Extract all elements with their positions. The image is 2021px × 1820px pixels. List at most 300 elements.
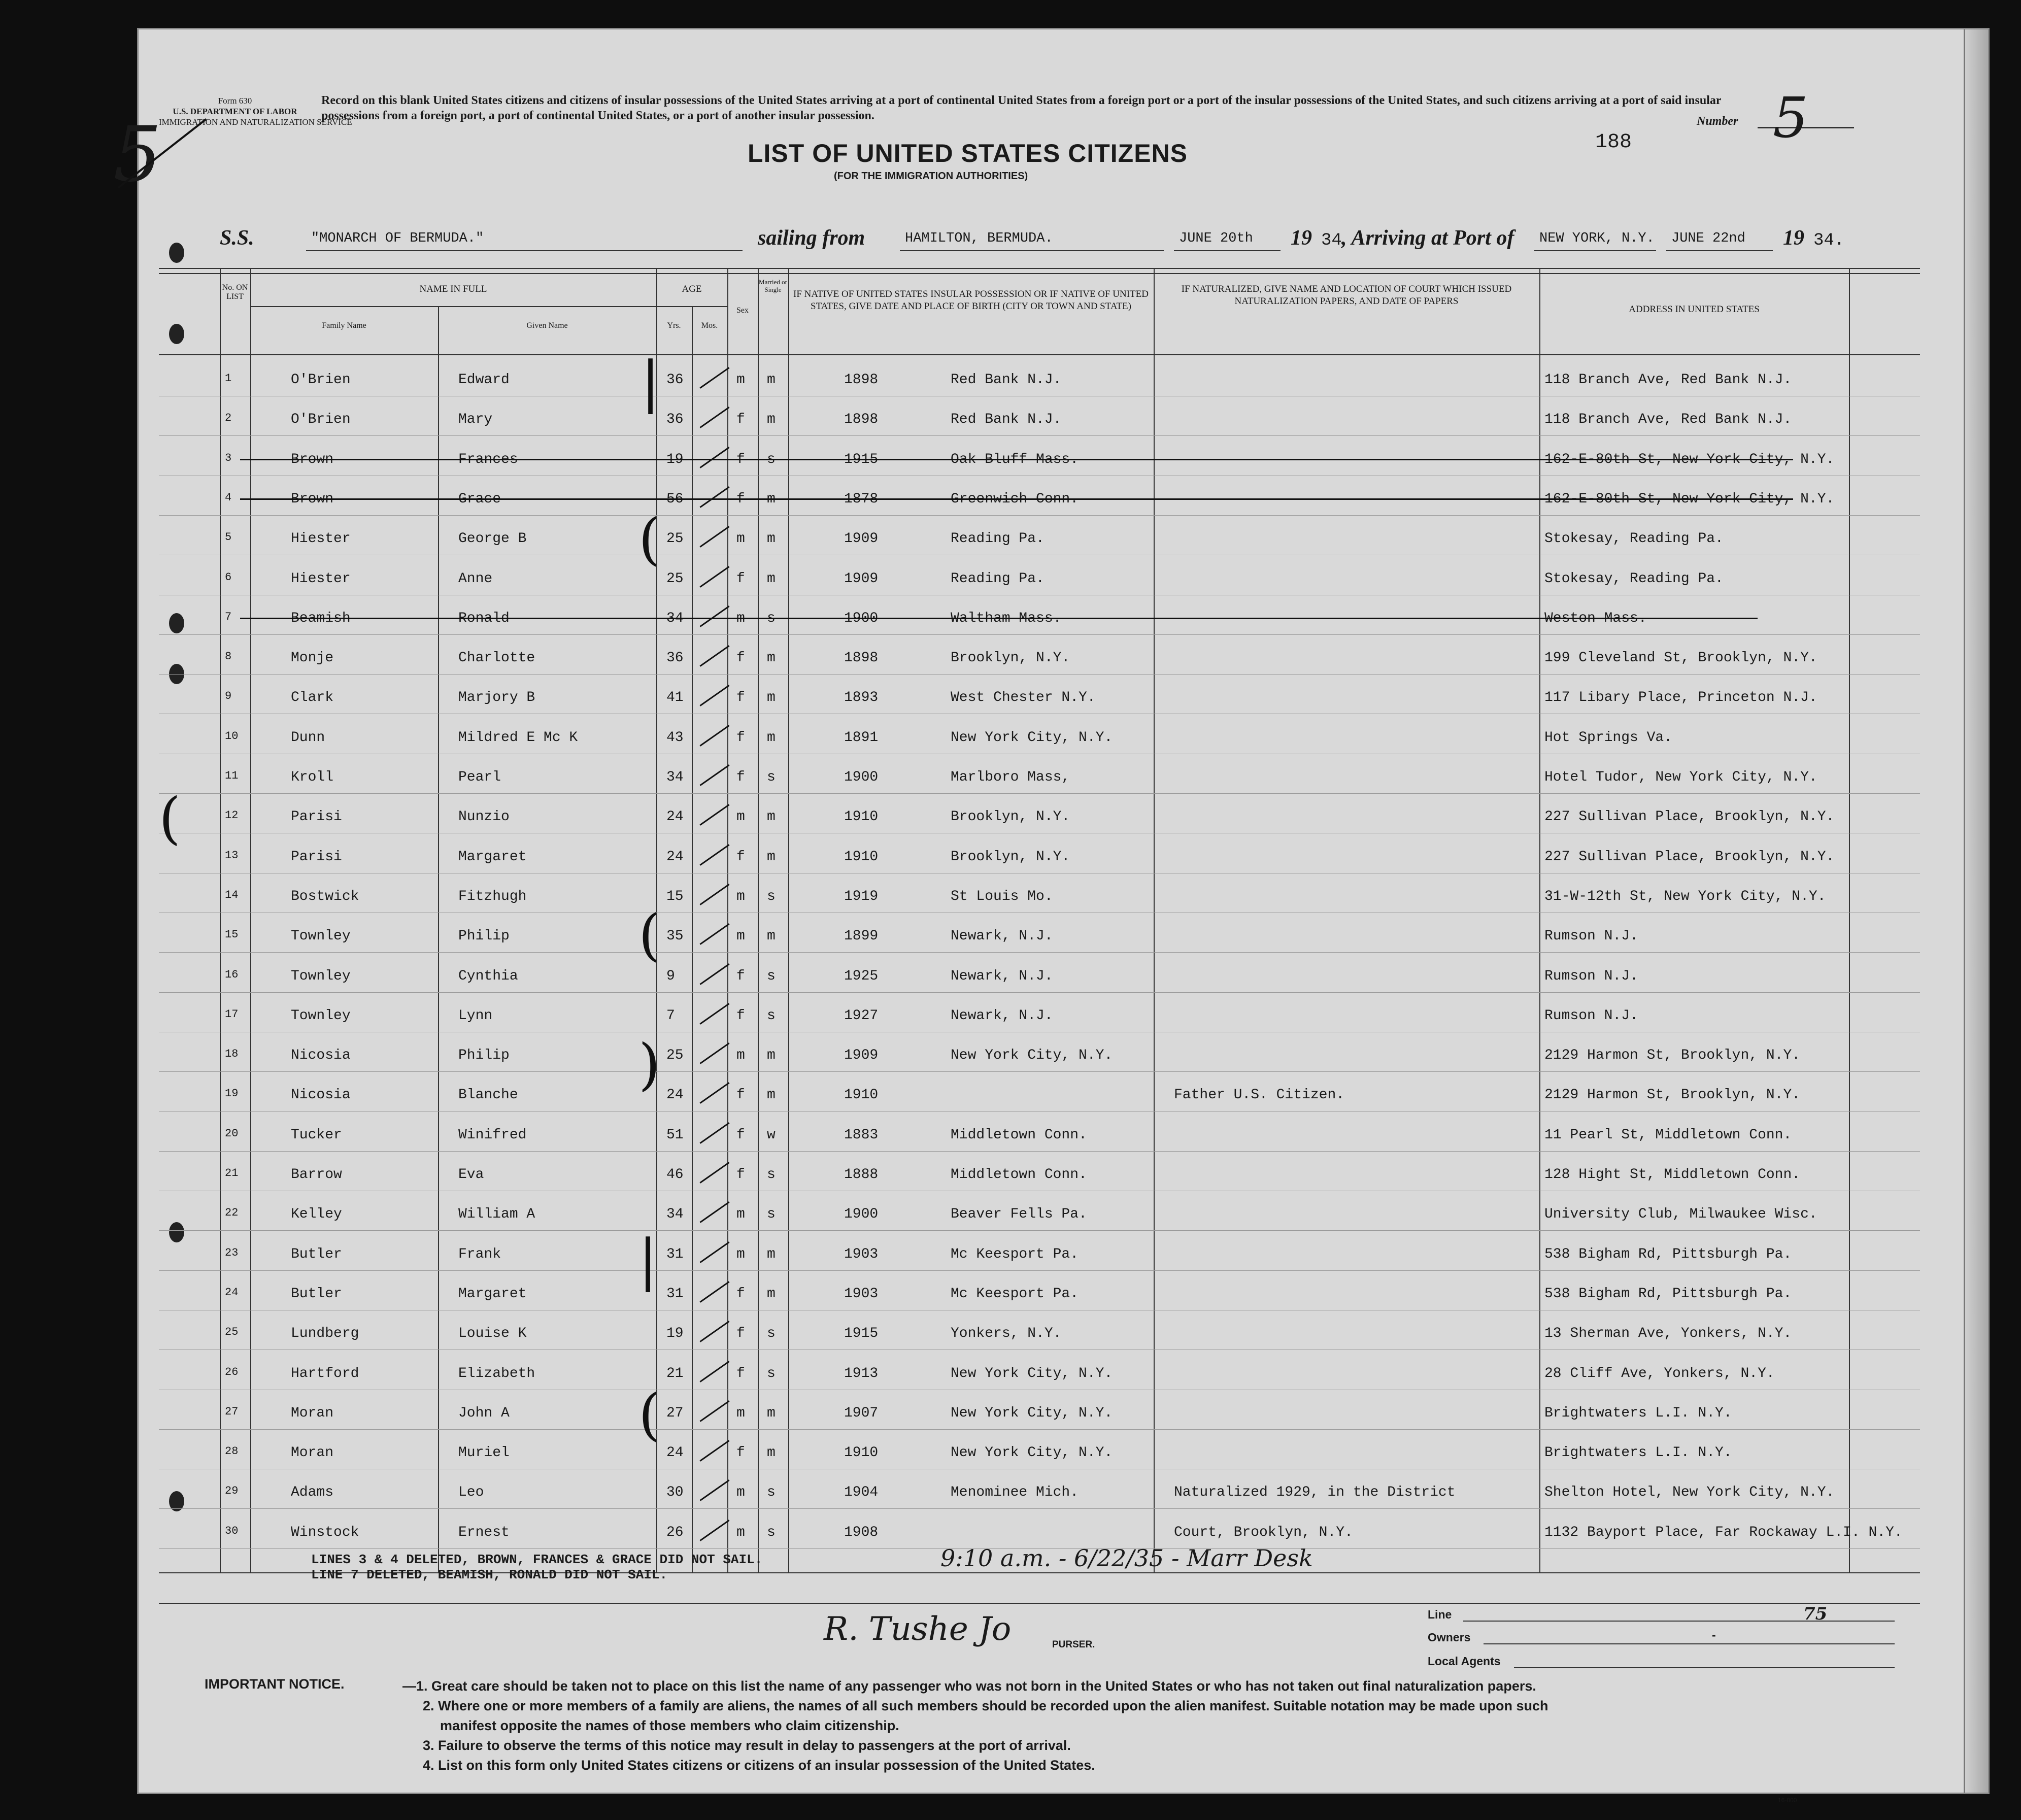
row-number: 30: [225, 1524, 239, 1537]
birth-year: 1910: [844, 809, 879, 825]
row-number: 14: [225, 888, 239, 901]
family-bracket: ): [638, 1032, 660, 1097]
family-name: Nicosia: [291, 1087, 351, 1103]
check-mark: [699, 1122, 729, 1144]
row-number: 2: [225, 412, 232, 425]
birth-place: New York City, N.Y.: [951, 1445, 1113, 1461]
row-number: 17: [225, 1007, 239, 1021]
header-naturalized: IF NATURALIZED, GIVE NAME AND LOCATION OF COURT WHICH ISSUED NATURALIZATION PAPERS, AND DATE OF PAPERS: [1181, 284, 1512, 307]
address: Rumson N.J.: [1544, 928, 1638, 945]
sex: f: [736, 690, 745, 706]
birth-year: 1878: [844, 491, 879, 507]
address: 118 Branch Ave, Red Bank N.J.: [1544, 372, 1792, 388]
family-name: Butler: [291, 1286, 342, 1302]
birth-place: Brooklyn, N.Y.: [951, 849, 1070, 865]
given-name: Ernest: [458, 1524, 510, 1540]
birth-place: Newark, N.J.: [951, 1007, 1053, 1024]
sex: m: [736, 928, 745, 945]
check-mark: [699, 1400, 729, 1422]
age-years: 19: [666, 451, 684, 467]
age-years: 34: [666, 610, 684, 626]
birth-year: 1898: [844, 650, 879, 666]
birth-place: Reading Pa.: [951, 531, 1045, 547]
birth-year: 1888: [844, 1167, 879, 1183]
family-name: Beamish: [291, 610, 351, 626]
header-yrs: Yrs.: [667, 321, 681, 330]
age-years: 41: [666, 690, 684, 706]
given-name: John A: [458, 1405, 510, 1421]
address: Rumson N.J.: [1544, 1007, 1638, 1024]
check-mark: [699, 963, 729, 985]
family-name: O'Brien: [291, 412, 351, 428]
birth-year: 1904: [844, 1485, 879, 1501]
marital-status: m: [767, 690, 776, 706]
family-name: Bostwick: [291, 888, 359, 904]
age-years: 30: [666, 1485, 684, 1501]
birth-place: Brooklyn, N.Y.: [951, 809, 1070, 825]
line-fill: [1463, 1621, 1895, 1622]
header-name-in-full: NAME IN FULL: [419, 284, 487, 294]
table-row: [159, 1351, 1920, 1390]
given-name: Lynn: [458, 1007, 493, 1024]
address: 2129 Harmon St, Brooklyn, N.Y.: [1544, 1087, 1801, 1103]
marital-status: m: [767, 372, 776, 388]
table-row: [159, 1390, 1920, 1430]
table-rule: [159, 268, 1920, 269]
address: 227 Sullivan Place, Brooklyn, N.Y.: [1544, 849, 1835, 865]
birth-year: 1910: [844, 849, 879, 865]
row-number: 15: [225, 928, 239, 941]
row-number: 24: [225, 1286, 239, 1299]
birth-year: 1909: [844, 570, 879, 587]
table-row: [159, 1152, 1920, 1191]
naturalization: Father U.S. Citizen.: [1174, 1087, 1345, 1103]
table-row: [159, 1310, 1920, 1350]
row-number: 18: [225, 1048, 239, 1061]
sex: m: [736, 1405, 745, 1421]
row-number: 21: [225, 1167, 239, 1179]
sex: m: [736, 809, 745, 825]
birth-place: New York City, N.Y.: [951, 1048, 1113, 1064]
age-years: 24: [666, 849, 684, 865]
table-row: [159, 1271, 1920, 1310]
ship-name: "MONARCH OF BERMUDA.": [311, 231, 484, 246]
check-mark: [699, 685, 729, 707]
page-subtitle: (FOR THE IMMIGRATION AUTHORITIES): [834, 171, 1028, 182]
given-name: Pearl: [458, 769, 501, 785]
given-name: Winifred: [458, 1127, 527, 1143]
notice-item: —1. Great care should be taken not to place on this list the name of any passenger who was not born in the United States or who has not taken out final naturalization papers.: [402, 1678, 1536, 1694]
sailing-label: sailing from: [758, 226, 865, 250]
family-name: Brown: [291, 451, 334, 467]
check-mark: [699, 1042, 729, 1064]
birth-place: Mc Keesport Pa.: [951, 1286, 1079, 1302]
family-name: Townley: [291, 1007, 351, 1024]
departure-date: JUNE 20th: [1179, 231, 1253, 246]
notice-item: 3. Failure to observe the terms of this notice may result in delay to passengers at the port of arrival.: [423, 1738, 1071, 1753]
address: 162-E-80th St, New York City, N.Y.: [1544, 491, 1835, 507]
birth-year: 1915: [844, 1326, 879, 1342]
birth-place: Middletown Conn.: [951, 1127, 1087, 1143]
birth-place: Red Bank N.J.: [951, 412, 1062, 428]
given-name: Mary: [458, 412, 493, 428]
age-years: 24: [666, 1445, 684, 1461]
address: 117 Libary Place, Princeton N.J.: [1544, 690, 1817, 706]
ss-label: S.S.: [220, 226, 254, 250]
family-name: Butler: [291, 1246, 342, 1262]
marital-status: s: [767, 1524, 776, 1540]
address: Weston Mass.: [1544, 610, 1647, 626]
table-row: [159, 396, 1920, 436]
birth-year: 1909: [844, 1048, 879, 1064]
year-prefix: 19: [1291, 226, 1312, 250]
deletion-notes: LINES 3 & 4 DELETED, BROWN, FRANCES & GRACE DID NOT SAIL. LINE 7 DELETED, BEAMISH, RONALD DID NOT SAIL.: [311, 1552, 763, 1582]
check-mark: [699, 407, 729, 428]
birth-place: Newark, N.J.: [951, 968, 1053, 984]
family-name: Parisi: [291, 849, 342, 865]
marital-status: m: [767, 849, 776, 865]
age-years: 31: [666, 1246, 684, 1262]
family-name: Kelley: [291, 1206, 342, 1223]
row-number: 1: [225, 372, 232, 385]
birth-year: 1891: [844, 729, 879, 746]
marital-status: m: [767, 1286, 776, 1302]
year-prefix-2: 19: [1783, 226, 1804, 250]
check-mark: [699, 1440, 729, 1462]
header-address: ADDRESS IN UNITED STATES: [1629, 304, 1760, 315]
header-given-name: Given Name: [526, 321, 568, 330]
table-rule: [159, 354, 1920, 355]
check-mark: [699, 1201, 729, 1223]
marital-status: m: [767, 1405, 776, 1421]
table-row: [159, 715, 1920, 754]
purser-label: PURSER.: [1052, 1639, 1095, 1650]
sex: m: [736, 531, 745, 547]
sex: f: [736, 650, 745, 666]
owners-label: Owners: [1428, 1631, 1471, 1644]
age-years: 21: [666, 1365, 684, 1381]
birth-place: New York City, N.Y.: [951, 1365, 1113, 1381]
owners-fill: [1484, 1643, 1895, 1644]
birth-year: 1927: [844, 1007, 879, 1024]
address: Stokesay, Reading Pa.: [1544, 570, 1724, 587]
table-row: [159, 1032, 1920, 1072]
notice-item: manifest opposite the names of those members who claim citizenship.: [440, 1718, 899, 1733]
family-name: O'Brien: [291, 372, 351, 388]
family-bracket: |: [641, 349, 660, 414]
family-name: Moran: [291, 1405, 334, 1421]
notice-item: 4. List on this form only United States citizens or citizens of an insular possession of the United States.: [423, 1758, 1095, 1773]
table-row: [159, 873, 1920, 913]
sex: f: [736, 570, 745, 587]
address: Rumson N.J.: [1544, 968, 1638, 984]
given-name: Fitzhugh: [458, 888, 527, 904]
address: 227 Sullivan Place, Brooklyn, N.Y.: [1544, 809, 1835, 825]
sex: f: [736, 412, 745, 428]
table-row: [159, 834, 1920, 873]
address: 538 Bigham Rd, Pittsburgh Pa.: [1544, 1246, 1792, 1262]
table-row: [159, 794, 1920, 833]
family-name: Tucker: [291, 1127, 342, 1143]
sex: m: [736, 1485, 745, 1501]
birth-year: 1900: [844, 610, 879, 626]
family-name: Moran: [291, 1445, 334, 1461]
sex: m: [736, 1524, 745, 1540]
birth-year: 1900: [844, 1206, 879, 1223]
birth-year: 1899: [844, 928, 879, 945]
age-years: 27: [666, 1405, 684, 1421]
row-number: 23: [225, 1246, 239, 1259]
manifest-page: [113, 28, 1990, 1804]
marital-status: s: [767, 769, 776, 785]
birth-year: 1913: [844, 1365, 879, 1381]
birth-year: 1900: [844, 769, 879, 785]
family-name: Townley: [291, 968, 351, 984]
given-name: Muriel: [458, 1445, 510, 1461]
birth-place: Waltham Mass.: [951, 610, 1062, 626]
number-value: 5: [1773, 85, 1808, 150]
table-row: [159, 516, 1920, 555]
given-name: Louise K: [458, 1326, 527, 1342]
birth-place: Greenwich Conn.: [951, 491, 1079, 507]
address: 538 Bigham Rd, Pittsburgh Pa.: [1544, 1286, 1792, 1302]
date-underline: [1174, 250, 1281, 251]
family-bracket: (: [638, 902, 660, 967]
given-name: Eva: [458, 1167, 484, 1183]
sex: m: [736, 1048, 745, 1064]
sex: f: [736, 1087, 745, 1103]
page-edge: [1964, 29, 1988, 1793]
sex: f: [736, 769, 745, 785]
departure-port: HAMILTON, BERMUDA.: [905, 231, 1053, 246]
given-name: Cynthia: [458, 968, 518, 984]
family-name: Kroll: [291, 769, 334, 785]
check-mark: [699, 1520, 729, 1541]
birth-year: 1909: [844, 531, 879, 547]
sex: f: [736, 1286, 745, 1302]
given-name: Philip: [458, 928, 510, 945]
table-row: [159, 1469, 1920, 1509]
age-years: 7: [666, 1007, 675, 1024]
check-mark: [699, 1321, 729, 1342]
check-mark: [699, 1241, 729, 1263]
address: 162-E-80th St, New York City, N.Y.: [1544, 451, 1835, 467]
birth-year: 1908: [844, 1524, 879, 1540]
birth-year: 1919: [844, 888, 879, 904]
header-family-name: Family Name: [322, 321, 366, 330]
strikethrough-line: [240, 459, 1793, 460]
stamped-page-number: 188: [1595, 131, 1632, 154]
age-years: 46: [666, 1167, 684, 1183]
family-name: Dunn: [291, 729, 325, 746]
header-mos: Mos.: [701, 321, 718, 330]
line-label: Line: [1428, 1608, 1452, 1621]
row-number: 28: [225, 1445, 239, 1458]
birth-place: Beaver Fells Pa.: [951, 1206, 1087, 1223]
age-years: 25: [666, 531, 684, 547]
address: 199 Cleveland St, Brooklyn, N.Y.: [1544, 650, 1817, 666]
address: 11 Pearl St, Middletown Conn.: [1544, 1127, 1792, 1143]
number-label: Number: [1697, 115, 1738, 128]
address: 118 Branch Ave, Red Bank N.J.: [1544, 412, 1792, 428]
row-number: 10: [225, 729, 239, 743]
row-number: 16: [225, 968, 239, 981]
given-name: Anne: [458, 570, 493, 587]
table-row: [159, 913, 1920, 953]
birth-year: 1898: [844, 372, 879, 388]
family-name: Townley: [291, 928, 351, 945]
table-row: [159, 476, 1920, 516]
age-years: 36: [666, 412, 684, 428]
family-bracket: (: [638, 1382, 660, 1447]
marital-status: s: [767, 1206, 776, 1223]
marital-status: m: [767, 809, 776, 825]
table-row: [159, 1430, 1920, 1469]
marital-status: m: [767, 729, 776, 746]
marital-status: s: [767, 968, 776, 984]
binder-hole: [169, 243, 184, 263]
sex: m: [736, 888, 745, 904]
table-row: [159, 993, 1920, 1032]
marital-status: s: [767, 451, 776, 467]
marital-status: s: [767, 1485, 776, 1501]
row-number: 19: [225, 1087, 239, 1100]
age-years: 19: [666, 1326, 684, 1342]
check-mark: [699, 844, 729, 866]
family-bracket: (: [638, 507, 660, 571]
age-years: 25: [666, 570, 684, 587]
table-row: [159, 953, 1920, 993]
family-name: Brown: [291, 491, 334, 507]
age-years: 9: [666, 968, 675, 984]
address: University Club, Milwaukee Wisc.: [1544, 1206, 1817, 1223]
birth-place: Mc Keesport Pa.: [951, 1246, 1079, 1262]
line-value: 75: [1803, 1604, 1828, 1624]
marital-status: s: [767, 1365, 776, 1381]
given-name: Ronald: [458, 610, 510, 626]
address: 28 Cliff Ave, Yonkers, N.Y.: [1544, 1365, 1775, 1381]
marital-status: m: [767, 1445, 776, 1461]
table-rule: [159, 273, 1920, 274]
birth-place: Brooklyn, N.Y.: [951, 650, 1070, 666]
check-mark: [699, 566, 729, 588]
check-mark: [699, 923, 729, 945]
check-mark: [699, 884, 729, 905]
port-underline: [900, 250, 1164, 251]
header-birth: IF NATIVE OF UNITED STATES INSULAR POSSESSION OR IF NATIVE OF UNITED STATES, GIVE DATE AND PLACE OF BIRTH (CITY OR TOWN AND STATE): [793, 289, 1149, 312]
birth-place: Red Bank N.J.: [951, 372, 1062, 388]
table-row: [159, 1231, 1920, 1271]
sex: f: [736, 1365, 745, 1381]
row-number: 4: [225, 491, 232, 504]
header-age: AGE: [682, 284, 702, 294]
given-name: Philip: [458, 1048, 510, 1064]
arrival-date-underline: [1666, 250, 1773, 251]
check-mark: [699, 804, 729, 826]
check-mark: [699, 1281, 729, 1303]
arrival-port: NEW YORK, N.Y.: [1539, 231, 1655, 246]
row-number: 22: [225, 1206, 239, 1220]
address: 128 Hight St, Middletown Conn.: [1544, 1167, 1801, 1183]
birth-place: Oak Bluff Mass.: [951, 451, 1079, 467]
age-years: 31: [666, 1286, 684, 1302]
sex: f: [736, 729, 745, 746]
birth-year: 1910: [844, 1087, 879, 1103]
form-code: 16-000: [1778, 1797, 1797, 1804]
address: 2129 Harmon St, Brooklyn, N.Y.: [1544, 1048, 1801, 1064]
age-years: 15: [666, 888, 684, 904]
address: Stokesay, Reading Pa.: [1544, 531, 1724, 547]
sex: m: [736, 1206, 745, 1223]
marital-status: m: [767, 531, 776, 547]
family-name: Adams: [291, 1485, 334, 1501]
marital-status: w: [767, 1127, 776, 1143]
address: 1132 Bayport Place, Far Rockaway L.I. N.Y.: [1544, 1524, 1903, 1540]
marital-status: s: [767, 610, 776, 626]
check-mark: [699, 1162, 729, 1184]
check-mark: [699, 764, 729, 786]
sex: m: [736, 1246, 745, 1262]
family-name: Nicosia: [291, 1048, 351, 1064]
notice-item: 2. Where one or more members of a family are aliens, the names of all such members should be recorded upon the alien manifest. Suitable notation may be made upon such: [423, 1698, 1548, 1713]
birth-place: Yonkers, N.Y.: [951, 1326, 1062, 1342]
row-number: 9: [225, 690, 232, 703]
marital-status: m: [767, 1246, 776, 1262]
table-row: [159, 357, 1920, 396]
given-name: Nunzio: [458, 809, 510, 825]
table-row: [159, 635, 1920, 675]
owners-value: -: [1712, 1628, 1716, 1641]
departure-year: 34: [1321, 231, 1342, 250]
age-years: 51: [666, 1127, 684, 1143]
page-mark: 5: [113, 111, 162, 199]
address: 31-W-12th St, New York City, N.Y.: [1544, 888, 1826, 904]
sex: f: [736, 1326, 745, 1342]
table-row: [159, 436, 1920, 476]
address: 13 Sherman Ave, Yonkers, N.Y.: [1544, 1326, 1792, 1342]
birth-year: 1910: [844, 1445, 879, 1461]
row-number: 25: [225, 1326, 239, 1339]
table-row: [159, 1112, 1920, 1152]
header-no: No. ON LIST: [222, 283, 248, 301]
family-name: Parisi: [291, 809, 342, 825]
row-number: 13: [225, 849, 239, 862]
birth-year: 1898: [844, 412, 879, 428]
sex: f: [736, 491, 745, 507]
birth-place: Reading Pa.: [951, 570, 1045, 587]
family-name: Clark: [291, 690, 334, 706]
marital-status: s: [767, 1326, 776, 1342]
family-name: Barrow: [291, 1167, 342, 1183]
check-mark: [699, 1003, 729, 1025]
given-name: Grace: [458, 491, 501, 507]
row-number: 12: [225, 809, 239, 822]
important-notice-label: IMPORTANT NOTICE.: [205, 1676, 345, 1692]
row-number: 5: [225, 531, 232, 544]
check-mark: [699, 1083, 729, 1104]
row-number: 6: [225, 570, 232, 584]
birth-place: Middletown Conn.: [951, 1167, 1087, 1183]
naturalization: Court, Brooklyn, N.Y.: [1174, 1524, 1353, 1540]
birth-place: Menominee Mich.: [951, 1485, 1079, 1501]
header-sex: Sex: [736, 306, 749, 315]
check-mark: [699, 447, 729, 468]
strikethrough-line: [240, 498, 1793, 500]
birth-year: 1925: [844, 968, 879, 984]
marital-status: m: [767, 491, 776, 507]
given-name: Charlotte: [458, 650, 535, 666]
age-years: 35: [666, 928, 684, 945]
